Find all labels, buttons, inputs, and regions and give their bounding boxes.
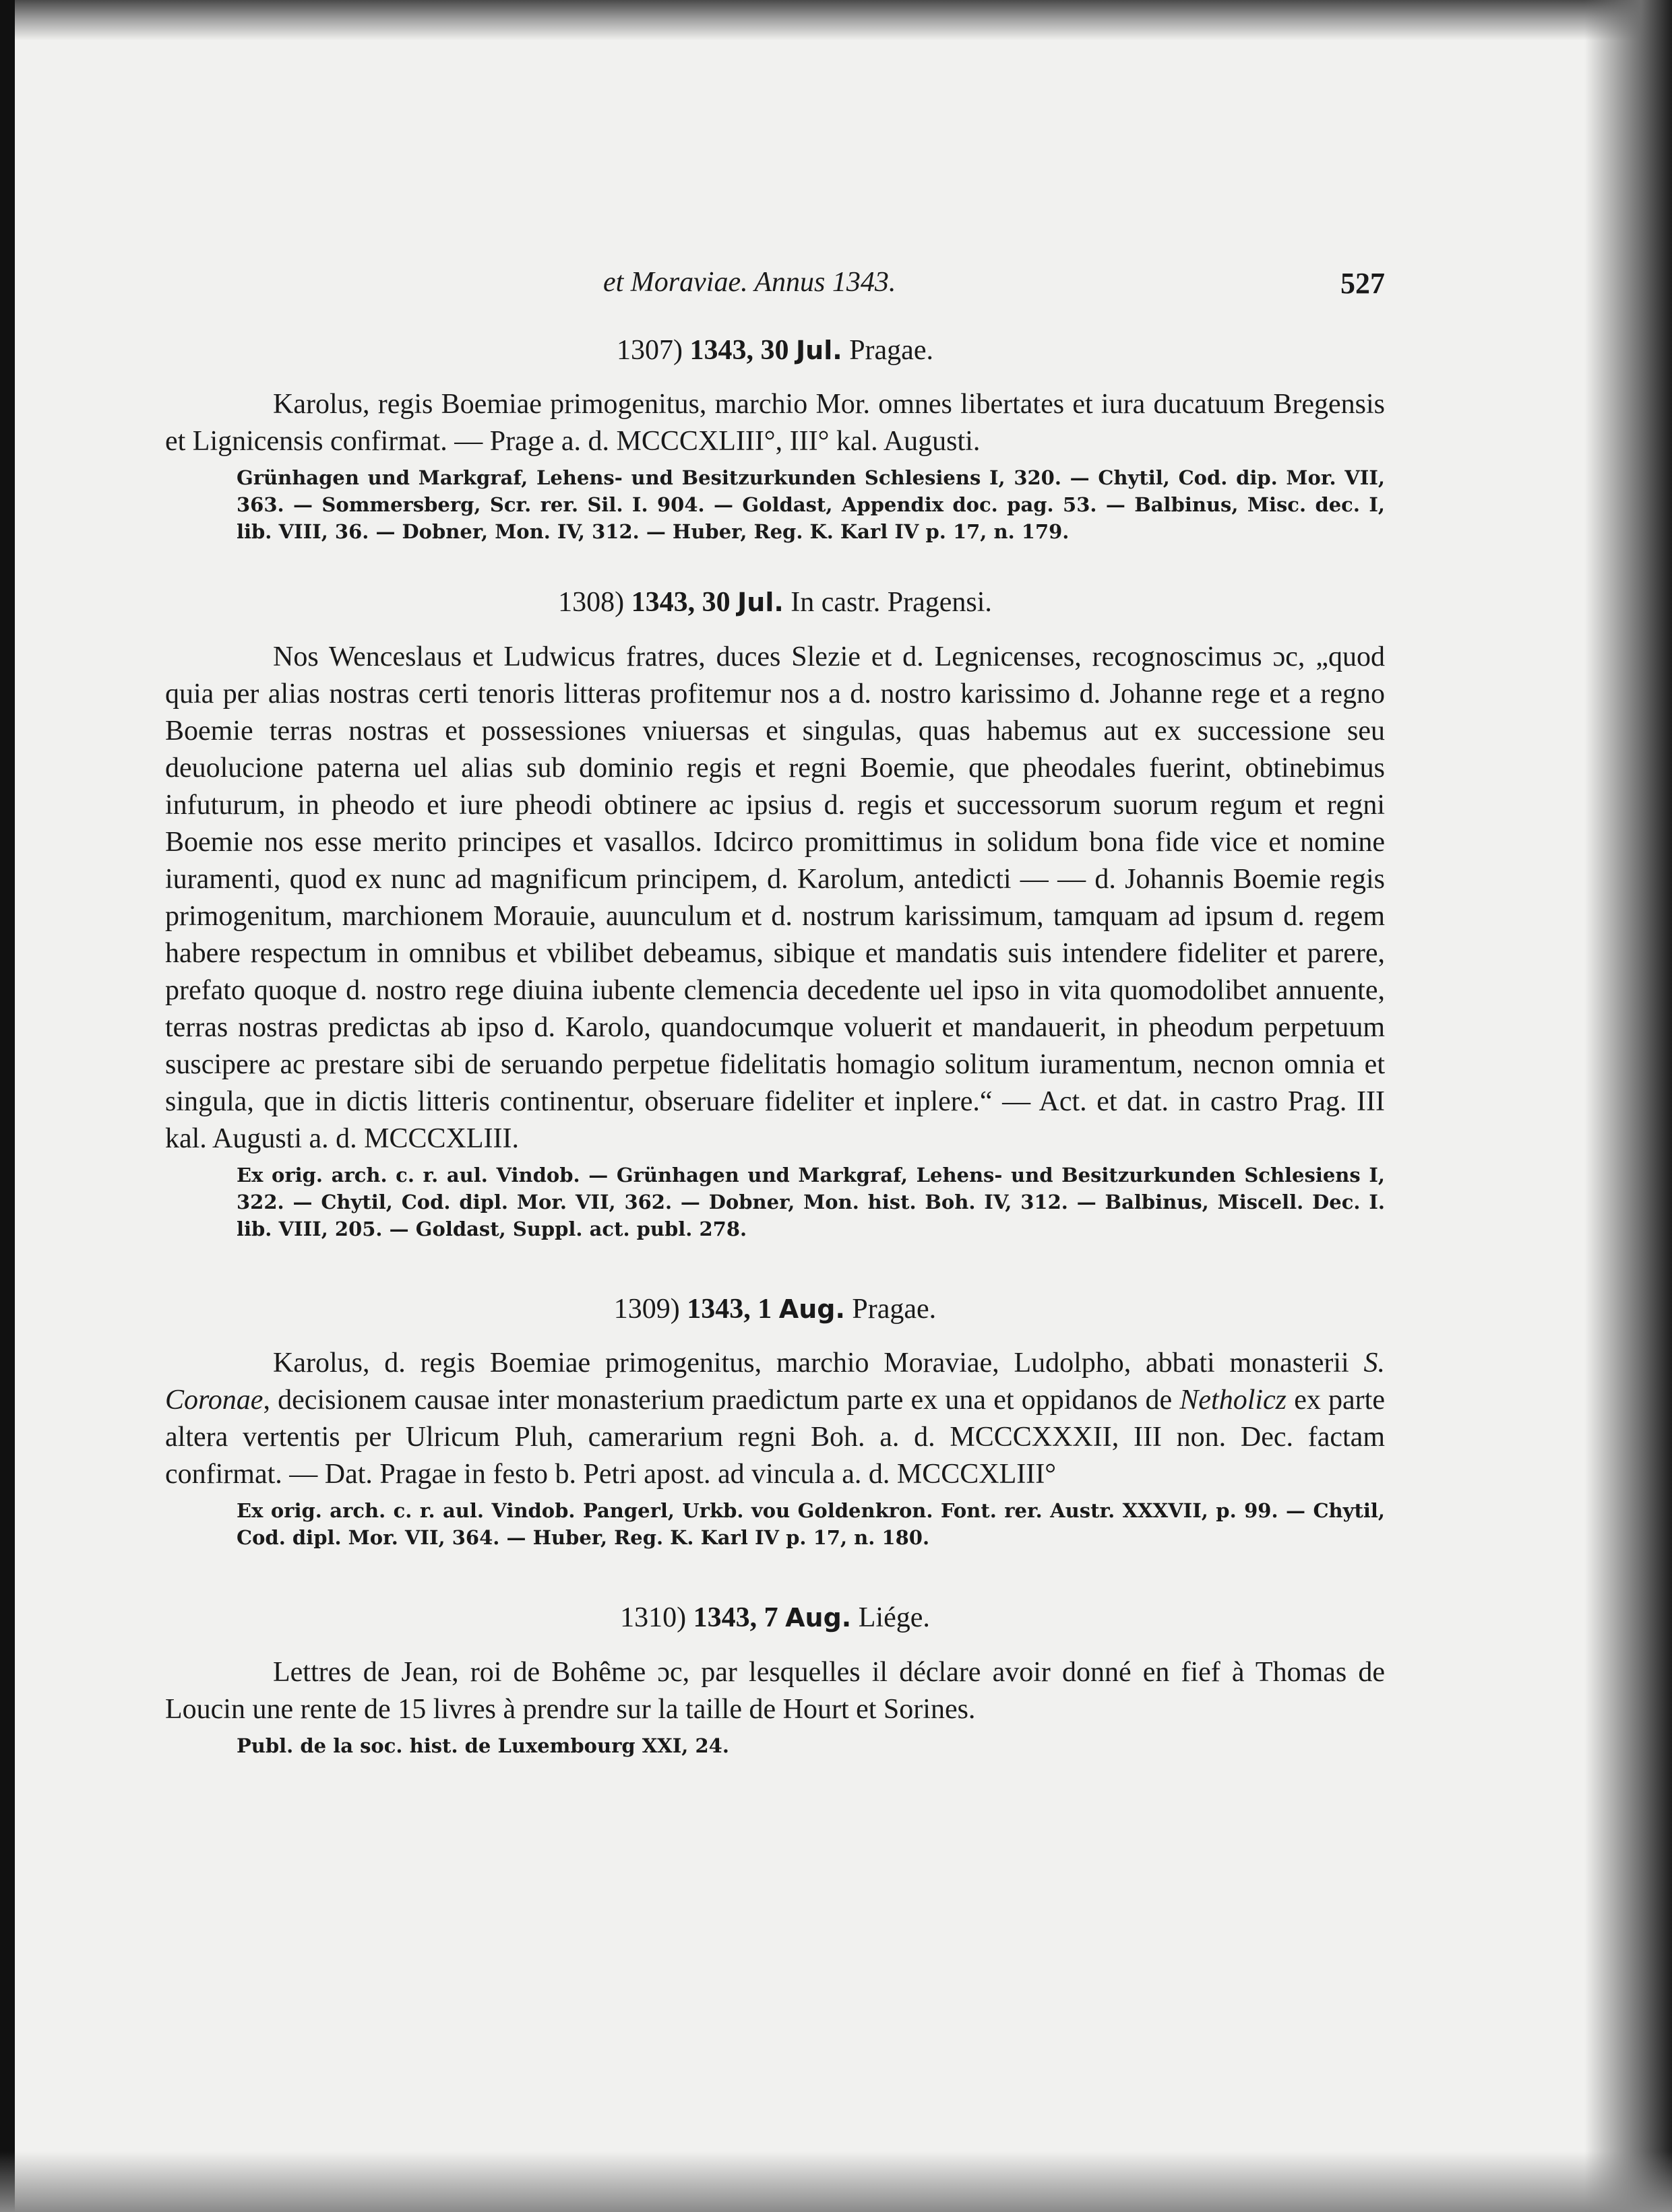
entry-references: Ex orig. arch. c. r. aul. Vindob. Pangerl, Urkb. vou Goldenkron. Font. rer. Austr. XXXVII, p. 99. — Chytil, Cod. dipl. Mor. VII, 364. — Huber, Reg. K. Karl IV p. 17, n. 180. (237, 1499, 1385, 1550)
entry-month: Jul. (737, 588, 784, 618)
entry-number: 1308) (558, 587, 625, 619)
entry-place: Liége. (858, 1602, 930, 1634)
entry-heading (165, 1601, 1385, 1635)
entry-text-part: Karolus, d. regis Boemiae primogenitus, marchio Moraviae, Ludolpho, abbati monasterii (273, 1348, 1364, 1379)
entry-text-italic: Netholicz (1179, 1385, 1287, 1416)
entry-place: In castr. Pragensi. (791, 587, 992, 619)
entry-heading (165, 1292, 1385, 1326)
entry-text-italic: S. Coronae (165, 1348, 1385, 1416)
scan-shadow-top (0, 0, 1672, 40)
entry-heading (165, 586, 1385, 619)
entry-number: 1310) (620, 1602, 687, 1634)
entry-place: Pragae. (849, 335, 933, 366)
scan-border-left (0, 0, 15, 2212)
entry-text: Lettres de Jean, roi de Bohême ɔc, par lesquelles il déclare avoir donné en fief à Thomas de Loucin une rente de 15 livres à prendre sur la taille de Hourt et Sorines. (165, 1656, 1385, 1725)
entry-1309 (165, 1292, 1385, 1551)
entry-date: 1343, 7 (693, 1602, 778, 1634)
page-number: 527 (1340, 267, 1385, 300)
entry-text-part: ex parte altera vertentis per Ulricum Pluh, camerarium regni Boh. a. d. MCCCXXXII, III non. Dec. factam confirmat. — Dat. Pragae in festo b. Petri apost. ad vincula a. d. MCCCXLIII° (165, 1385, 1385, 1490)
entry-place: Pragae. (852, 1293, 937, 1325)
entry-date: 1343, 30 (689, 335, 789, 366)
entry-heading (165, 334, 1385, 367)
entry-month: Aug. (785, 1603, 852, 1633)
scan-shadow-bottom (0, 2151, 1672, 2212)
entry-text: Nos Wenceslaus et Ludwicus fratres, duces Slezie et d. Legnicenses, recognoscimus ɔc, „quod quia per alias nostras certi tenoris litteras profitemur nos a d. nostro karissimo d. Johanne rege et a regno Boemie terras nostras et possessiones vniuersas et singulas, quas habemus aut ex successione seu deuolucione paterna uel alias sub dominio regis et regni Boemie, que pheodales fuerint, obtinebimus infuturum, in pheodo et iure pheodi obtinere ac ipsius d. regis et successorum suorum regum et regni Boemie nos esse merito principes et vasallos. Idcirco promittimus in solidum bona fide vice et nomine iuramenti, quod ex nunc ad magnificum principem, d. Karolum, antedicti — — d. Johannis Boemie regis primogenitum, marchionem Morauie, auunculum et d. nostrum karissimum, tamquam ad ipsum d. regem habere respectum in omnibus et vbilibet debeamus, sibique et mandatis suis intendere fideliter et parere, prefato quoque d. nostro rege diuina iubente clemencia decedente uel ipso in vita quomodolibet annuente, terras nostras predictas ab ipso d. Karolo, quandocumque voluerit et mandauerit, in pheodum perpetuum suscipere ac prestare sibi de seruando perpetue fidelitatis homagio solitum iuramentum, necnon omnia et singula, que in dictis litteris continentur, obseruare fideliter et inplere.“ — Act. et dat. in castro Prag. III kal. Augusti a. d. MCCCXLIII. (165, 641, 1385, 1154)
entry-references: Publ. de la soc. hist. de Luxembourg XXI, 24. (237, 1734, 729, 1757)
entry-date: 1343, 30 (631, 587, 731, 619)
entry-number: 1307) (617, 335, 683, 366)
entry-1308 (165, 586, 1385, 1242)
entry-text-part: , decisionem causae inter monasterium praedictum parte ex una et oppidanos de (263, 1385, 1180, 1416)
entry-text (165, 1345, 1385, 1493)
entry-number: 1309) (613, 1293, 680, 1325)
running-head (165, 266, 1385, 313)
entry-text: Karolus, regis Boemiae primogenitus, marchio Mor. omnes libertates et iura ducatuum Bregensis et Lignicensis confirmat. — Prage a. d. MCCCXLIII°, III° kal. Augusti. (165, 389, 1385, 457)
entry-date: 1343, 1 (687, 1293, 772, 1325)
entry-month: Aug. (778, 1294, 845, 1324)
entry-month: Jul. (796, 336, 842, 365)
running-title: et Moraviae. Annus 1343. (603, 267, 896, 298)
document-page (165, 266, 1385, 1759)
entry-references: Grünhagen und Markgraf, Lehens- und Besitzurkunden Schlesiens I, 320. — Chytil, Cod. dip. Mor. VII, 363. — Sommersberg, Scr. rer. Sil. I. 904. — Goldast, Appendix doc. pag. 53. — Balbinus, Misc. dec. I, lib. VIII, 36. — Dobner, Mon. IV, 312. — Huber, Reg. K. Karl IV p. 17, n. 179. (237, 466, 1385, 544)
entry-1307 (165, 334, 1385, 545)
scan-shadow-right (1584, 0, 1672, 2212)
entry-references: Ex orig. arch. c. r. aul. Vindob. — Grünhagen und Markgraf, Lehens- und Besitzurkunden Schlesiens I, 322. — Chytil, Cod. dipl. Mor. VII, 362. — Dobner, Mon. hist. Boh. IV, 312. — Balbinus, Miscell. Dec. I. lib. VIII, 205. — Goldast, Suppl. act. publ. 278. (237, 1163, 1385, 1240)
entry-1310 (165, 1601, 1385, 1759)
